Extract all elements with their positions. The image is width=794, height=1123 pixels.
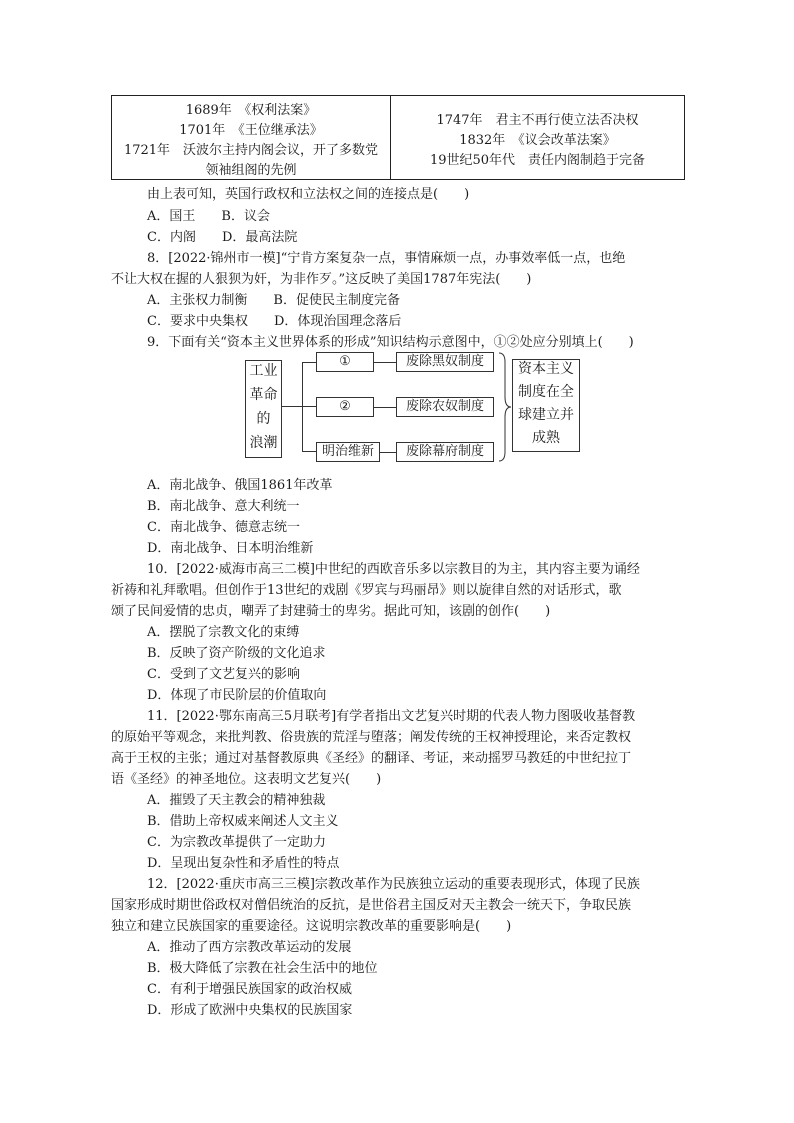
q12-option-b: B．极大降低了宗教在社会生活中的地位 — [147, 961, 378, 976]
q8-options-cd: C．要求中央集权 D．体现治国理念落后 — [147, 314, 402, 329]
q12-stem-line-2: 国家形成时期世俗政权对僧侣统治的反抗，是世俗君主国反对天主教会一统天下，争取民族 — [111, 898, 632, 913]
q10-stem-line-2: 祈祷和礼拜歌唱。但创作于13世纪的戏剧《罗宾与玛丽昂》则以旋律自然的对话形式，歌 — [111, 583, 622, 598]
q12-stem-line-1: 12．[2022·重庆市高三三模]宗教改革作为民族独立运动的重要表现形式，体现了民族 — [147, 877, 640, 892]
q11-option-b: B．借助上帝权威来阐述人文主义 — [147, 814, 339, 829]
table-left-line-3: 1721年 沃波尔主持内阁会议，开了多数党 — [123, 143, 379, 158]
q12-option-a: A．推动了西方宗教改革运动的发展 — [147, 940, 352, 955]
q9-option-d: D．南北战争、日本明治维新 — [147, 541, 314, 556]
table-right-line-1: 1747年 君主不再行使立法否决权 — [436, 113, 639, 128]
diagram-bracket-vertical — [302, 362, 303, 452]
q11-stem-line-3: 高于王权的主张；通过对基督教原典《圣经》的翻译、考证，来动摇罗马教廷的中世纪拉丁 — [111, 751, 632, 766]
table-right-line-2: 1832年 《议会改革法案》 — [459, 133, 616, 148]
diagram-link-1 — [374, 362, 396, 363]
diagram-connector-main — [282, 406, 302, 407]
q8-options-ab: A．主张权力制衡 B．促使民主制度完备 — [147, 293, 400, 308]
q11-stem-line-2: 的原始平等观念，来批判教、俗贵族的荒淫与堕落；阐发传统的王权神授理论，来否定教权 — [111, 730, 632, 745]
diagram-curly-brace — [497, 352, 513, 462]
diagram-bracket-bottom — [302, 451, 316, 452]
q8-stem-line-1: 8．[2022·锦州市一模]“宁肯方案复杂一点，事情麻烦一点，办事效率低一点，也绝 — [147, 251, 626, 266]
q11-stem-line-4: 语《圣经》的神圣地位。这表明文艺复兴( ) — [111, 772, 382, 787]
diagram-out-3: 废除幕府制度 — [396, 442, 494, 462]
q9-stem: 9．下面有关“资本主义世界体系的形成”知识结构示意图中，①②处应分别填上( ) — [147, 335, 634, 350]
q9-option-b: B．南北战争、意大利统一 — [147, 499, 300, 514]
q10-option-d: D．体现了市民阶层的价值取向 — [147, 688, 327, 703]
diagram-out-2: 废除农奴制度 — [396, 397, 494, 417]
q7-stem: 由上表可知，英国行政权和立法权之间的连接点是( ) — [147, 187, 470, 202]
diagram-left-box — [245, 360, 282, 458]
q11-option-c: C．为宗教改革提供了一定助力 — [147, 835, 326, 850]
diagram-result-box — [512, 359, 580, 452]
diagram-box-1: ① — [316, 352, 374, 372]
diagram-result-line-1: 资本主义 — [518, 361, 574, 377]
table-left-line-1: 1689年 《权利法案》 — [185, 103, 317, 118]
table-right-cell — [391, 96, 684, 179]
q10-option-a: A．摆脱了宗教文化的束缚 — [147, 625, 300, 640]
diagram-result-line-3: 球建立并 — [518, 407, 574, 423]
diagram-result-line-4: 成熟 — [532, 430, 560, 446]
q11-stem-line-1: 11．[2022·鄂东南高三5月联考]有学者指出文艺复兴时期的代表人物力图吸收基督教 — [147, 709, 636, 724]
diagram-left-char-3: 的 — [256, 411, 271, 427]
q12-option-d: D．形成了欧洲中央集权的民族国家 — [147, 1003, 353, 1018]
q7-options-cd: C．内阁 D．最高法院 — [147, 230, 298, 245]
diagram-bracket-top — [302, 362, 316, 363]
history-table — [111, 95, 685, 180]
q12-option-c: C．有利于增强民族国家的政治权威 — [147, 982, 352, 997]
diagram-box-2: ② — [316, 397, 374, 417]
q9-option-a: A．南北战争、俄国1861年改革 — [147, 478, 333, 493]
diagram-left-char-1: 工业 — [249, 363, 278, 379]
q10-option-b: B．反映了资产阶级的文化追求 — [147, 646, 326, 661]
diagram-left-char-4: 浪潮 — [249, 435, 278, 451]
q8-stem-line-2: 不让大权在握的人狠狈为奸，为非作歹。”这反映了美国1787年宪法( ) — [111, 272, 532, 287]
q10-option-c: C．受到了文艺复兴的影响 — [147, 667, 300, 682]
q11-option-a: A．摧毁了天主教会的精神独裁 — [147, 793, 326, 808]
q10-stem-line-1: 10．[2022·威海市高三二模]中世纪的西欧音乐多以宗教目的为主，其内容主要为诵经 — [147, 562, 640, 577]
diagram-link-3 — [380, 452, 396, 453]
diagram-out-1: 废除黑奴制度 — [396, 352, 494, 372]
q12-stem-line-3: 独立和建立民族国家的重要途径。这说明宗教改革的重要影响是( ) — [111, 919, 512, 934]
table-left-line-4: 领袖组阁的先例 — [205, 163, 297, 178]
diagram-box-3: 明治维新 — [316, 442, 380, 462]
table-right-line-3: 19世纪50年代 责任内阁制趋于完备 — [429, 153, 646, 168]
diagram-link-2 — [374, 407, 396, 408]
q10-stem-line-3: 颂了民间爱情的忠贞，嘲弄了封建骑士的卑劣。据此可知，该剧的创作( ) — [111, 604, 551, 619]
diagram-result-line-2: 制度在全 — [518, 384, 574, 400]
q11-option-d: D．呈现出复杂性和矛盾性的特点 — [147, 856, 340, 871]
table-left-line-2: 1701年 《王位继承法》 — [179, 123, 323, 138]
diagram-bracket-mid — [302, 406, 316, 407]
q7-options-ab: A．国王 B．议会 — [147, 209, 270, 224]
diagram-left-char-2: 革命 — [249, 387, 278, 403]
q9-option-c: C．南北战争、德意志统一 — [147, 520, 300, 535]
table-left-cell — [112, 96, 390, 179]
